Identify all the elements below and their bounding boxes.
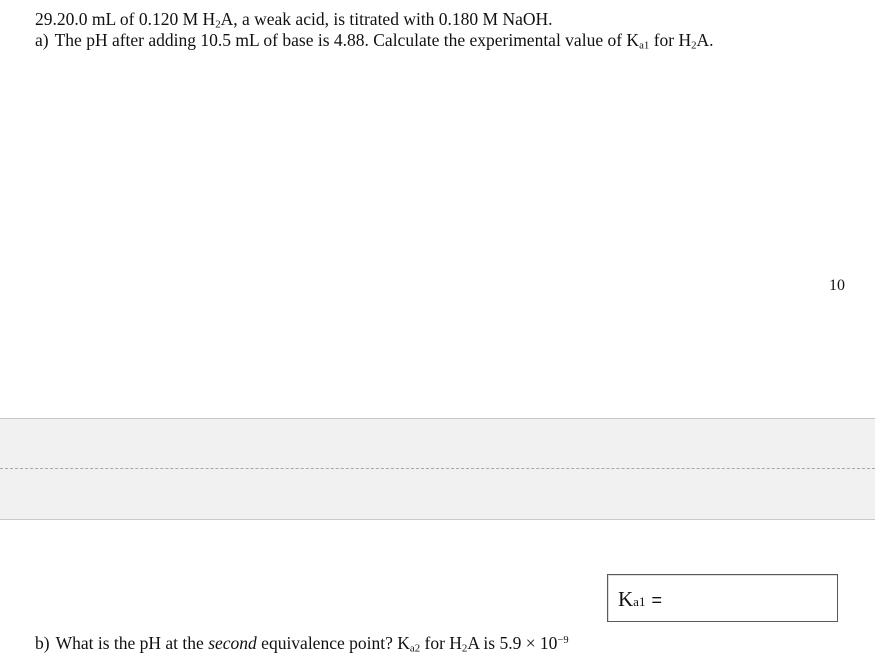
ka1-label-main: K [618, 587, 634, 611]
ka1-label-sub: a1 [633, 593, 646, 609]
page-number: 10 [829, 277, 845, 294]
part-b-sub-1: a2 [409, 642, 421, 655]
intro-text-2: A, a weak acid, is titrated with 0.180 M NaOH. [220, 9, 553, 29]
ka1-answer-label [618, 587, 662, 614]
part-b-text-4: A is 5.9 × 10 [467, 632, 558, 653]
part-a-sub-2: 2 [691, 39, 697, 52]
part-b-label: b) [35, 632, 50, 653]
ka1-equals-sign: = [651, 590, 662, 610]
part-b-text-3: for H [420, 632, 462, 653]
part-a-label: a) [35, 30, 49, 50]
part-b-emphasis: second [208, 632, 257, 653]
question-part-a [35, 30, 714, 56]
part-a-text-1: The pH after adding 10.5 mL of base is 4.88. Calculate the experimental value of K [54, 30, 640, 50]
question-part-b [35, 631, 569, 658]
intro-text-1: 20.0 mL of 0.120 M H [56, 9, 216, 29]
ka1-answer-field[interactable] [607, 574, 838, 622]
intro-sub-1: 2 [215, 18, 221, 31]
part-a-text-2: for H [649, 30, 692, 50]
page-break-dashed-line [0, 468, 875, 469]
question-number: 29. [35, 9, 57, 29]
part-b-sup-1: −9 [557, 635, 569, 646]
part-a-text-3: A. [696, 30, 714, 50]
part-a-sub-1: a1 [639, 39, 650, 52]
part-b-text-2: equivalence point? K [256, 632, 410, 653]
page-break-gap [0, 418, 875, 520]
part-b-text-1: What is the pH at the [55, 632, 209, 653]
part-b-sub-2: 2 [461, 642, 468, 655]
